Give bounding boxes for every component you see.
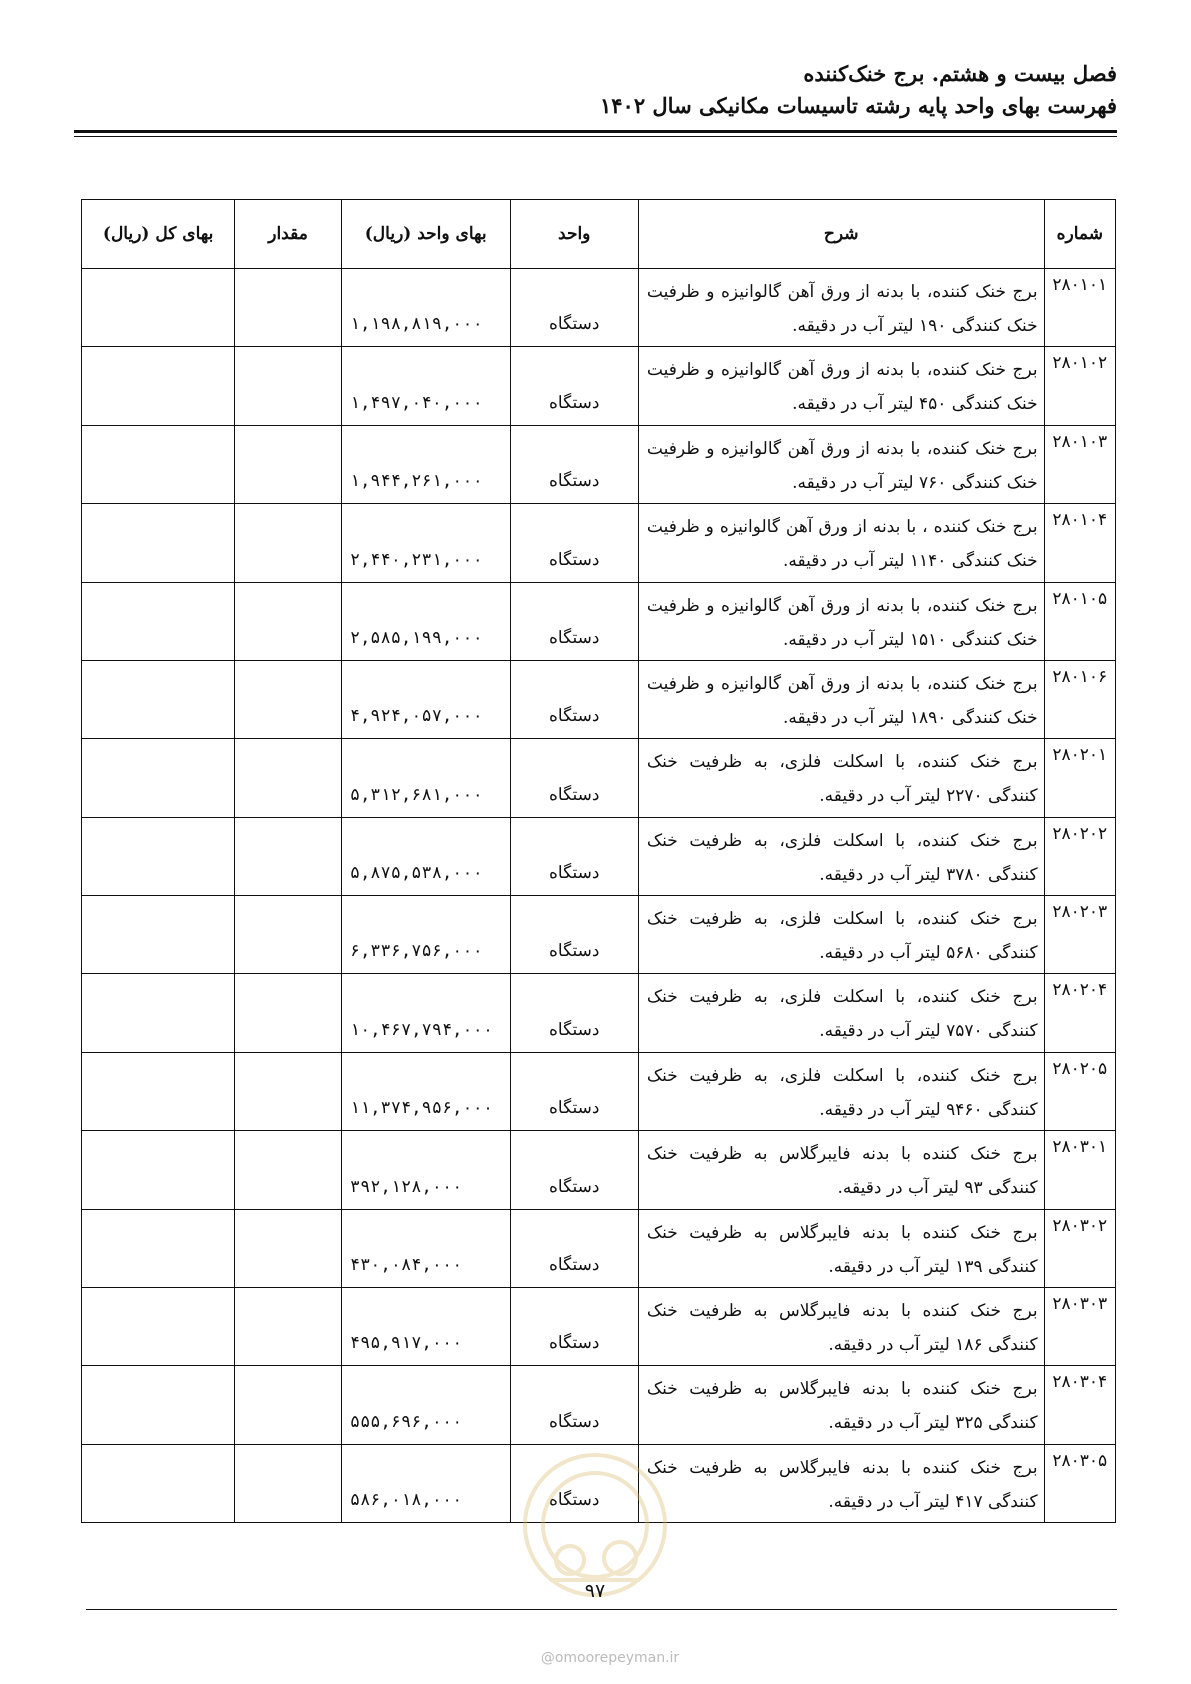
table-row <box>82 1366 1116 1444</box>
table-row <box>82 504 1116 582</box>
row-unit: دستگاه <box>510 896 638 974</box>
row-unit-price: ۱,۹۴۴,۲۶۱,۰۰۰ <box>341 425 510 503</box>
row-description: برج خنک کننده، با بدنه از ورق آهن گالوانیزه و ظرفیت خنک کنندگی ۴۵۰ لیتر آب در دقیقه. <box>638 347 1044 425</box>
row-total <box>82 582 235 660</box>
row-unit-price: ۴۹۵,۹۱۷,۰۰۰ <box>341 1287 510 1365</box>
table-row <box>82 582 1116 660</box>
row-quantity <box>235 504 342 582</box>
row-quantity <box>235 1366 342 1444</box>
row-description: برج خنک کننده، با اسکلت فلزی، به ظرفیت خنک کنندگی ۹۴۶۰ لیتر آب در دقیقه. <box>638 1052 1044 1130</box>
row-unit-price: ۲,۵۸۵,۱۹۹,۰۰۰ <box>341 582 510 660</box>
row-total <box>82 660 235 738</box>
row-unit: دستگاه <box>510 1366 638 1444</box>
row-total <box>82 347 235 425</box>
row-code: ۲۸۰۲۰۱ <box>1044 739 1115 817</box>
page-number: ۹۷ <box>584 1580 606 1602</box>
site-watermark: @omoorepeyman.ir <box>540 1650 680 1666</box>
row-quantity <box>235 1209 342 1287</box>
table-row <box>82 1131 1116 1209</box>
row-unit: دستگاه <box>510 582 638 660</box>
row-unit-price: ۲,۴۴۰,۲۳۱,۰۰۰ <box>341 504 510 582</box>
row-total <box>82 1052 235 1130</box>
col-header-qty: مقدار <box>235 200 342 269</box>
row-unit-price: ۱,۱۹۸,۸۱۹,۰۰۰ <box>341 269 510 347</box>
row-quantity <box>235 1287 342 1365</box>
row-unit-price: ۴۳۰,۰۸۴,۰۰۰ <box>341 1209 510 1287</box>
table-row <box>82 425 1116 503</box>
row-unit-price: ۵۵۵,۶۹۶,۰۰۰ <box>341 1366 510 1444</box>
table-row <box>82 817 1116 895</box>
row-quantity <box>235 660 342 738</box>
table-row <box>82 1209 1116 1287</box>
row-quantity <box>235 269 342 347</box>
page-header <box>74 58 1117 122</box>
row-description: برج خنک کننده ، با بدنه از ورق آهن گالوانیزه و ظرفیت خنک کنندگی ۱۱۴۰ لیتر آب در دقیقه. <box>638 504 1044 582</box>
row-unit: دستگاه <box>510 974 638 1052</box>
col-header-unit: واحد <box>510 200 638 269</box>
row-unit-price: ۵۸۶,۰۱۸,۰۰۰ <box>341 1444 510 1522</box>
table-row <box>82 1052 1116 1130</box>
row-unit: دستگاه <box>510 504 638 582</box>
table-row <box>82 660 1116 738</box>
row-description: برج خنک کننده با بدنه فایبرگلاس به ظرفیت خنک کنندگی ۹۳ لیتر آب در دقیقه. <box>638 1131 1044 1209</box>
row-total <box>82 1209 235 1287</box>
table-row <box>82 1287 1116 1365</box>
row-unit: دستگاه <box>510 269 638 347</box>
row-unit-price: ۶,۳۳۶,۷۵۶,۰۰۰ <box>341 896 510 974</box>
row-code: ۲۸۰۱۰۱ <box>1044 269 1115 347</box>
row-quantity <box>235 1131 342 1209</box>
row-total <box>82 1444 235 1522</box>
row-unit-price: ۱,۴۹۷,۰۴۰,۰۰۰ <box>341 347 510 425</box>
col-header-code: شماره <box>1044 200 1115 269</box>
header-rule-thick <box>74 130 1117 133</box>
table-row <box>82 974 1116 1052</box>
row-total <box>82 974 235 1052</box>
price-table <box>81 199 1116 1523</box>
row-quantity <box>235 347 342 425</box>
row-total <box>82 739 235 817</box>
list-title: فهرست بهای واحد پایه رشته تاسیسات مکانیکی سال ۱۴۰۲ <box>599 93 1117 118</box>
row-description: برج خنک کننده، با اسکلت فلزی، به ظرفیت خنک کنندگی ۵۶۸۰ لیتر آب در دقیقه. <box>638 896 1044 974</box>
row-description: برج خنک کننده، با بدنه از ورق آهن گالوانیزه و ظرفیت خنک کنندگی ۱۸۹۰ لیتر آب در دقیقه. <box>638 660 1044 738</box>
table-row <box>82 269 1116 347</box>
row-unit: دستگاه <box>510 1444 638 1522</box>
row-total <box>82 817 235 895</box>
row-unit: دستگاه <box>510 660 638 738</box>
row-total <box>82 1287 235 1365</box>
row-unit: دستگاه <box>510 1287 638 1365</box>
row-quantity <box>235 582 342 660</box>
header-rule-thin <box>74 136 1117 137</box>
row-code: ۲۸۰۱۰۵ <box>1044 582 1115 660</box>
row-unit-price: ۵,۳۱۲,۶۸۱,۰۰۰ <box>341 739 510 817</box>
row-description: برج خنک کننده، با بدنه از ورق آهن گالوانیزه و ظرفیت خنک کنندگی ۱۵۱۰ لیتر آب در دقیقه. <box>638 582 1044 660</box>
row-description: برج خنک کننده با بدنه فایبرگلاس به ظرفیت خنک کنندگی ۱۳۹ لیتر آب در دقیقه. <box>638 1209 1044 1287</box>
col-header-total: بهای کل (ریال) <box>82 200 235 269</box>
row-total <box>82 1131 235 1209</box>
row-code: ۲۸۰۲۰۵ <box>1044 1052 1115 1130</box>
row-quantity <box>235 1444 342 1522</box>
row-quantity <box>235 896 342 974</box>
footer-rule <box>86 1609 1117 1610</box>
row-quantity <box>235 817 342 895</box>
table-row <box>82 739 1116 817</box>
row-code: ۲۸۰۳۰۴ <box>1044 1366 1115 1444</box>
row-description: برج خنک کننده، با بدنه از ورق آهن گالوانیزه و ظرفیت خنک کنندگی ۷۶۰ لیتر آب در دقیقه. <box>638 425 1044 503</box>
row-code: ۲۸۰۱۰۲ <box>1044 347 1115 425</box>
row-unit-price: ۳۹۲,۱۲۸,۰۰۰ <box>341 1131 510 1209</box>
row-quantity <box>235 425 342 503</box>
col-header-desc: شرح <box>638 200 1044 269</box>
row-total <box>82 504 235 582</box>
table-header-row <box>82 200 1116 269</box>
table-row <box>82 347 1116 425</box>
row-unit: دستگاه <box>510 739 638 817</box>
chapter-title: فصل بیست و هشتم. برج خنک‌کننده <box>803 61 1117 86</box>
row-description: برج خنک کننده با بدنه فایبرگلاس به ظرفیت خنک کنندگی ۳۲۵ لیتر آب در دقیقه. <box>638 1366 1044 1444</box>
row-quantity <box>235 974 342 1052</box>
row-code: ۲۸۰۲۰۲ <box>1044 817 1115 895</box>
row-description: برج خنک کننده، با اسکلت فلزی، به ظرفیت خنک کنندگی ۲۲۷۰ لیتر آب در دقیقه. <box>638 739 1044 817</box>
row-unit-price: ۱۱,۳۷۴,۹۵۶,۰۰۰ <box>341 1052 510 1130</box>
row-code: ۲۸۰۲۰۳ <box>1044 896 1115 974</box>
row-code: ۲۸۰۳۰۱ <box>1044 1131 1115 1209</box>
row-unit: دستگاه <box>510 1131 638 1209</box>
row-unit: دستگاه <box>510 1052 638 1130</box>
row-description: برج خنک کننده، با اسکلت فلزی، به ظرفیت خنک کنندگی ۷۵۷۰ لیتر آب در دقیقه. <box>638 974 1044 1052</box>
row-unit: دستگاه <box>510 347 638 425</box>
row-description: برج خنک کننده با بدنه فایبرگلاس به ظرفیت خنک کنندگی ۴۱۷ لیتر آب در دقیقه. <box>638 1444 1044 1522</box>
row-code: ۲۸۰۳۰۳ <box>1044 1287 1115 1365</box>
row-unit-price: ۴,۹۲۴,۰۵۷,۰۰۰ <box>341 660 510 738</box>
row-code: ۲۸۰۱۰۶ <box>1044 660 1115 738</box>
row-code: ۲۸۰۱۰۴ <box>1044 504 1115 582</box>
row-unit: دستگاه <box>510 817 638 895</box>
row-total <box>82 896 235 974</box>
row-total <box>82 269 235 347</box>
row-unit-price: ۵,۸۷۵,۵۳۸,۰۰۰ <box>341 817 510 895</box>
row-code: ۲۸۰۳۰۲ <box>1044 1209 1115 1287</box>
row-description: برج خنک کننده، با اسکلت فلزی، به ظرفیت خنک کنندگی ۳۷۸۰ لیتر آب در دقیقه. <box>638 817 1044 895</box>
row-quantity <box>235 1052 342 1130</box>
row-code: ۲۸۰۱۰۳ <box>1044 425 1115 503</box>
row-code: ۲۸۰۲۰۴ <box>1044 974 1115 1052</box>
row-description: برج خنک کننده با بدنه فایبرگلاس به ظرفیت خنک کنندگی ۱۸۶ لیتر آب در دقیقه. <box>638 1287 1044 1365</box>
row-quantity <box>235 739 342 817</box>
table-row <box>82 896 1116 974</box>
row-unit: دستگاه <box>510 1209 638 1287</box>
row-code: ۲۸۰۳۰۵ <box>1044 1444 1115 1522</box>
row-unit: دستگاه <box>510 425 638 503</box>
row-total <box>82 425 235 503</box>
col-header-unit-price: بهای واحد (ریال) <box>341 200 510 269</box>
row-description: برج خنک کننده، با بدنه از ورق آهن گالوانیزه و ظرفیت خنک کنندگی ۱۹۰ لیتر آب در دقیقه. <box>638 269 1044 347</box>
row-unit-price: ۱۰,۴۶۷,۷۹۴,۰۰۰ <box>341 974 510 1052</box>
row-total <box>82 1366 235 1444</box>
